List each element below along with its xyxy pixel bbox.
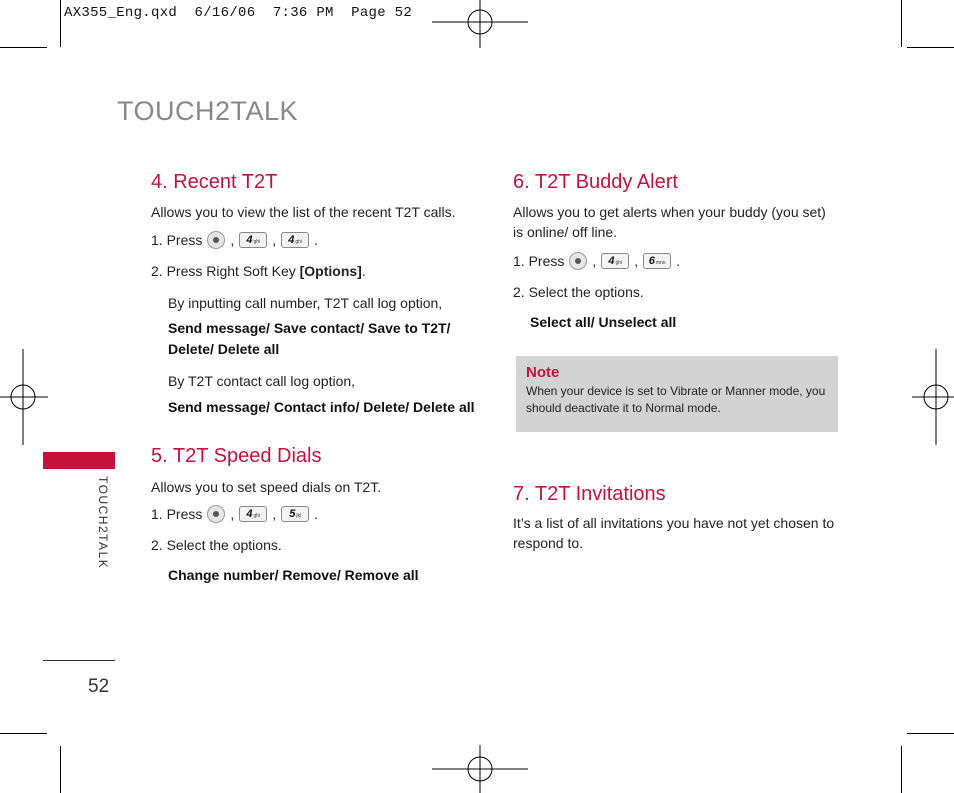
section-heading: 6. T2T Buddy Alert [513, 171, 678, 193]
section-heading: 7. T2T Invitations [513, 483, 666, 505]
terminator: . [314, 232, 319, 248]
step-1 [513, 250, 843, 272]
option-list: Send message/ Contact info/ Delete/ Delete all [168, 399, 475, 415]
sidebar-label: TOUCH2TALK [96, 476, 110, 570]
registration-mark-top [432, 0, 528, 48]
step-2: 2. Select the options. [513, 284, 644, 300]
key-5-icon: 5 jkl [281, 506, 309, 522]
option-list: Change number/ Remove/ Remove all [168, 567, 419, 583]
separator: , [272, 506, 277, 522]
sidebar-tab [43, 452, 115, 469]
registration-mark-right [912, 349, 954, 445]
sub-options [168, 293, 481, 418]
crop-mark [901, 0, 902, 47]
sub-intro: By inputting call number, T2T call log option, [168, 295, 443, 311]
separator: , [272, 232, 277, 248]
terminator: . [676, 253, 681, 269]
crop-mark [901, 746, 902, 793]
step-label: 1. Press [151, 232, 203, 248]
separator: , [592, 253, 597, 269]
crop-mark [60, 0, 61, 47]
menu-ok-key-icon [207, 231, 225, 249]
crop-mark [60, 746, 61, 793]
step-2 [151, 261, 481, 281]
option-list: Send message/ Save contact/ Save to T2T/ [168, 320, 451, 336]
option-list: Select all/ Unselect all [530, 314, 677, 330]
crop-mark [0, 47, 47, 48]
section-text: respond to. [513, 535, 584, 551]
option-list: Delete/ Delete all [168, 341, 280, 357]
section-buddy-alert [513, 171, 843, 333]
registration-mark-left [0, 349, 48, 445]
registration-mark-bottom [432, 745, 528, 793]
key-4-icon: 4 ghi [239, 506, 267, 522]
sub-intro: By T2T contact call log option, [168, 373, 356, 389]
section-invitations [513, 483, 843, 553]
section-intro: is online/ off line. [513, 224, 618, 240]
section-intro: Allows you to view the list of the recent T2T calls. [151, 204, 456, 220]
crop-mark [907, 733, 954, 734]
step-text: 2. Press Right Soft Key [151, 263, 300, 279]
menu-ok-key-icon [569, 252, 587, 270]
menu-ok-key-icon [207, 505, 225, 523]
note-title: Note [526, 364, 560, 381]
step-label: 1. Press [513, 253, 565, 269]
key-4-icon: 4 ghi [239, 232, 267, 248]
step-label: 1. Press [151, 506, 203, 522]
section-heading: 4. Recent T2T [151, 171, 278, 193]
crop-mark [0, 733, 47, 734]
note-text: should deactivate it to Normal mode. [526, 401, 721, 415]
step-2: 2. Select the options. [151, 537, 282, 553]
key-4-icon: 4 ghi [281, 232, 309, 248]
terminator: . [361, 263, 366, 279]
separator: , [230, 232, 235, 248]
step-1 [151, 229, 481, 251]
sidebar-rule [43, 660, 115, 661]
section-speed-dials [151, 445, 481, 586]
key-4-icon: 4 ghi [601, 253, 629, 269]
step-1 [151, 503, 481, 525]
key-6-icon: 6 mno [643, 253, 671, 269]
section-text: It’s a list of all invitations you have not yet chosen to [513, 515, 835, 531]
options-key-label: [Options] [299, 263, 362, 279]
crop-mark [907, 47, 954, 48]
page-number: 52 [88, 676, 110, 697]
note-text: When your device is set to Vibrate or Manner mode, you [526, 384, 826, 398]
section-recent-t2t [151, 171, 481, 418]
print-slug: AX355_Eng.qxd 6/16/06 7:36 PM Page 52 [64, 5, 413, 21]
page-title: TOUCH2TALK [117, 96, 299, 126]
separator: , [634, 253, 639, 269]
terminator: . [314, 506, 319, 522]
section-intro: Allows you to set speed dials on T2T. [151, 479, 382, 495]
separator: , [230, 506, 235, 522]
note-box [516, 356, 838, 432]
section-intro: Allows you to get alerts when your buddy (you set) [513, 204, 826, 220]
section-heading: 5. T2T Speed Dials [151, 445, 322, 467]
